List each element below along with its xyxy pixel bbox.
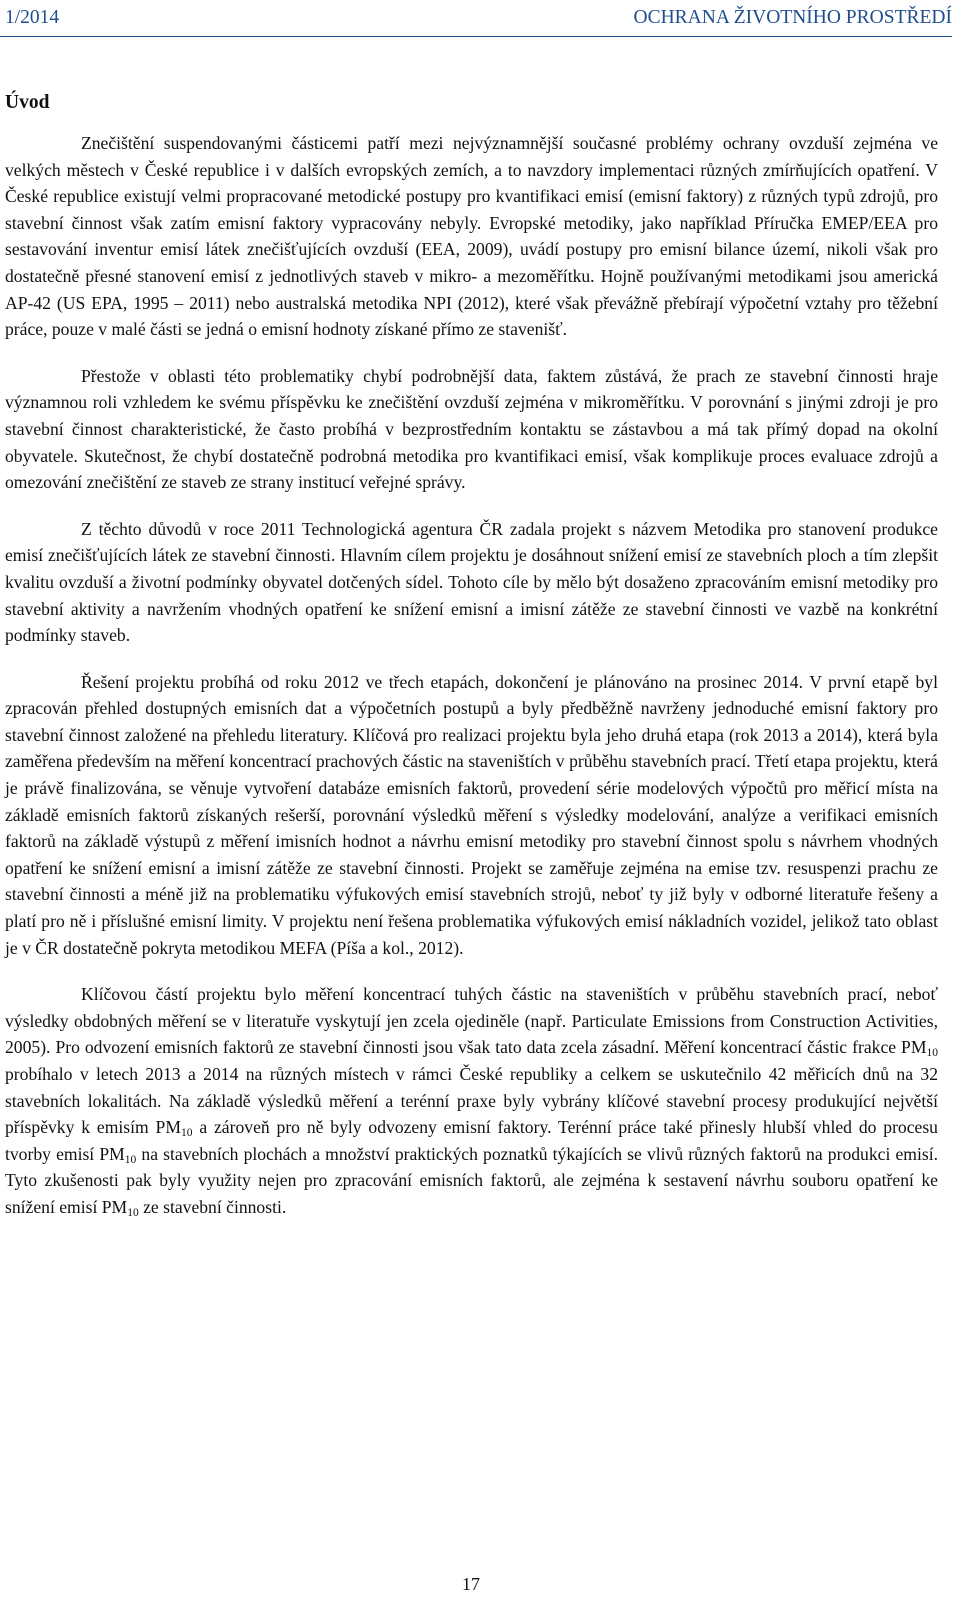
section-title: Úvod bbox=[5, 92, 50, 113]
pm10-subscript: 10 bbox=[926, 1047, 938, 1060]
paragraph-5-part-1: Klíčovou částí projektu bylo měření koncentrací tuhých částic na staveništích v průběhu stavebních prací, neboť výsledky obdobných měření se v literatuře vyskytují jen zcela ojediněle (např. Particulate Emissions from Construction Activities, 2005). Pro odvození emisních faktorů ze stavební činnosti jsou však tato data zcela zásadní. Měření koncentrací částic frakce PM bbox=[5, 984, 938, 1058]
page-header bbox=[0, 4, 952, 37]
paragraph-4: Řešení projektu probíhá od roku 2012 ve třech etapách, dokončení je plánováno na prosinec 2014. V první etapě byl zpracován přehled dostupných emisních dat a výpočetních postupů a byly předběžně navrženy jednoduché emisní faktory pro stavební činnost založené na přehledu literatury. Klíčová pro realizaci projektu byla jeho druhá etapa (rok 2013 a 2014), která byla zaměřena především na měření koncentrací prachových částic na staveništích v průběhu stavebních prací. Třetí etapa projektu, která je právě finalizována, se věnuje vytvoření databáze emisních faktorů, provedení série modelových výpočtů pro měřicí místa na základě emisních faktorů získaných rešerší, porovnání výsledků měření s výsledky modelování, analýze a verifikaci emisních faktorů na základě výstupů z měření imisních hodnot a návrhu emisní metodiky pro stavební činnost spolu s návrhem vhodných opatření ke snížení emisní a imisní zátěže ze stavební činnosti. Projekt se zaměřuje zejména na emise tzv. resuspenzi prachu ze stavební činnosti a méně již na problematiku výfukových emisí stavebních strojů, neboť ty již byly v odborné literatuře řešeny a platí pro ně i příslušné emisní limity. V projektu není řešena problematika výfukových emisí nákladních vozidel, jelikož tato oblast je v ČR dostatečně pokryta metodikou MEFA (Píša a kol., 2012). bbox=[5, 671, 938, 958]
paragraph-5-part-2: probíhalo v letech 2013 a 2014 na různých místech v rámci České republiky a celkem se uskutečnilo 42 měřicích dnů na 32 stavebních lokalitách. Na základě výsledků měření a terénní praxe byly vybrány klíčové stavební procesy produkující největší příspěvky k emisím PM bbox=[5, 1064, 938, 1138]
issue-number: 1/2014 bbox=[5, 7, 60, 28]
paragraph-5-part-3: a zároveň pro ně byly odvozeny emisní faktory. Terénní práce také přinesly hlubší vhled do procesu tvorby emisí PM bbox=[5, 1117, 938, 1164]
pm10-subscript: 10 bbox=[127, 1206, 139, 1219]
paragraph-3: Z těchto důvodů v roce 2011 Technologická agentura ČR zadala projekt s názvem Metodika pro stanovení produkce emisí znečišťujících látek ze stavební činnosti. Hlavním cílem projektu je dosáhnout snížení emisí ze stavebních ploch a tím zlepšit kvalitu ovzduší a životní podmínky obyvatel dotčených sídel. Tohoto cíle by mělo být dosaženo zpracováním emisní metodiky pro stavební aktivity a navržením vhodných opatření ke snížení emisní a imisní zátěže ze stavební činnosti ve vazbě na konkrétní podmínky staveb. bbox=[5, 518, 938, 646]
paragraph-5-part-5: ze stavební činnosti. bbox=[138, 1196, 287, 1217]
article-body bbox=[5, 90, 938, 1241]
pm10-subscript: 10 bbox=[124, 1153, 137, 1166]
paragraph-5-part-4: na stavebních plochách a množství praktických poznatků týkajících se vlivů různých faktorů na produkci emisí. Tyto zkušenosti pak byly využity nejen pro zpracování emisních faktorů, ale zejména k sestavení návrhu souboru opatření ke snížení emisí PM bbox=[5, 1143, 939, 1217]
paragraph-1: Znečištění suspendovanými částicemi patří mezi nejvýznamnější současné problémy ochrany ovzduší zejména ve velkých městech v České republice i v dalších evropských zemích, a to navzdory implementaci různých zmírňujících opatření. V České republice existují velmi propracované metodické postupy pro kvantifikaci emisí (emisní faktory) z různých typů zdrojů, pro stavební činnost však zatím emisní faktory vypracovány nebyly. Evropské metodiky, jako například Příručka EMEP/EEA pro sestavování inventur emisí látek znečišťujících ovzduší (EEA, 2009), uvádí postupy pro emisní bilance území, nikoli však pro dostatečně přesné stanovení emisí z jednotlivých staveb v mikro- a mezoměřítku. Hojně používanými metodikami jsou americká AP-42 (US EPA, 1995 – 2011) nebo australská metodika NPI (2012), které však převážně přebírají výpočetní vztahy pro těžební práce, pouze v malé části se jedná o emisní hodnoty získané přímo ze stavenišť. bbox=[5, 133, 938, 340]
journal-title: OCHRANA ŽIVOTNÍHO PROSTŘEDÍ bbox=[633, 7, 952, 28]
paragraph-2: Přestože v oblasti této problematiky chybí podrobnější data, faktem zůstává, že prach ze stavební činnosti hraje významnou roli vzhledem ke svému příspěvku ke znečištění ovzduší zejména v mikroměřítku. V porovnání s jinými zdroji je pro stavební činnost charakteristické, že často probíhá v bezprostředním kontaktu se zástavbou a má tak přímý dopad na okolní obyvatele. Skutečnost, že chybí dostatečně podrobná metodika pro kvantifikaci emisí, však komplikuje proces evaluace zdrojů a omezování znečištění ze staveb ze strany institucí veřejné správy. bbox=[5, 365, 938, 493]
paragraph-5 bbox=[5, 981, 938, 1220]
pm10-subscript: 10 bbox=[180, 1127, 193, 1140]
page-number: 17 bbox=[462, 1574, 480, 1594]
